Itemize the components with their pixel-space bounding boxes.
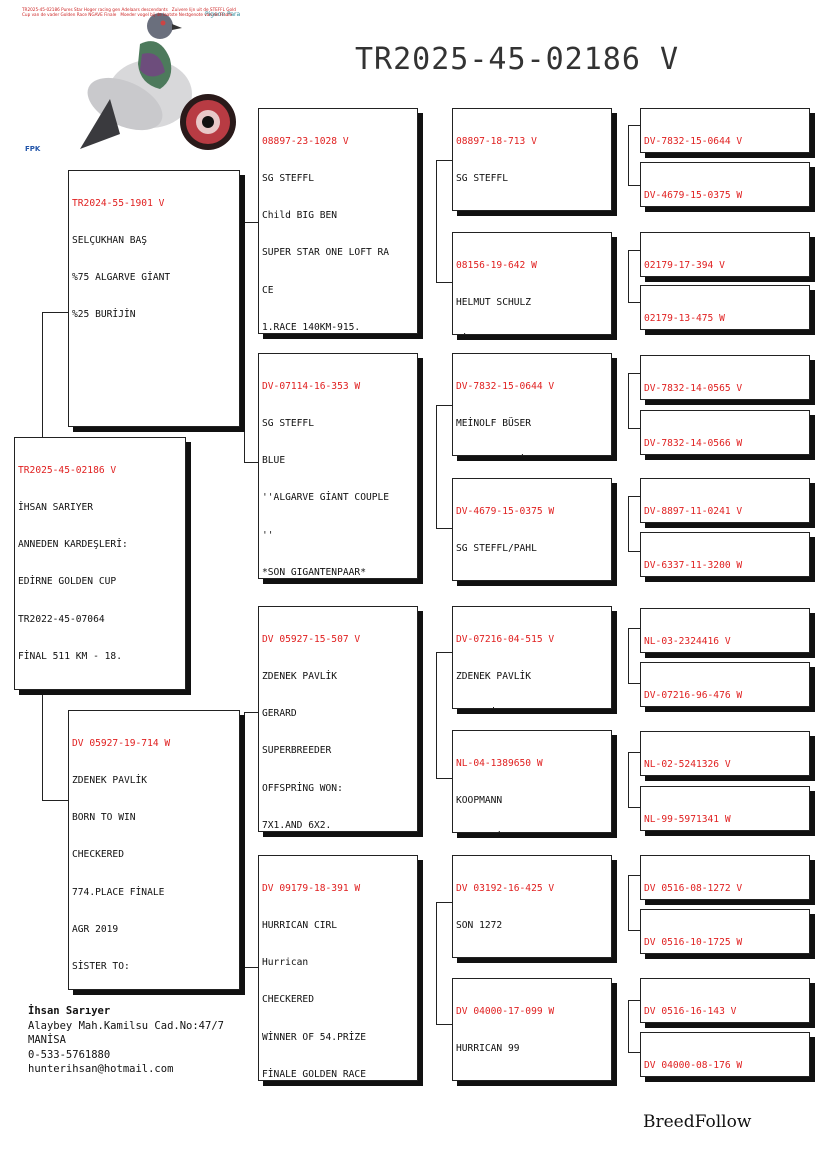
ring-number: DV 05927-15-507 V — [262, 633, 361, 645]
pedigree-ancestor[interactable] — [640, 731, 810, 776]
connector — [436, 405, 452, 406]
ring-number: DV 04000-08-176 W — [644, 1059, 743, 1071]
ring-number: DV-4679-15-0375 W — [644, 189, 743, 201]
pedigree-text-line: 7X1.AND 6X2. — [262, 819, 332, 831]
owner-contact — [28, 1004, 224, 1077]
pedigree-text-line: 774.PLACE FİNALE — [72, 886, 165, 898]
ring-number: 02179-13-475 W — [644, 312, 725, 324]
pedigree-text-line: GERARD — [262, 708, 297, 720]
pedigree-text-line: SG STEFFL — [262, 418, 314, 430]
ring-number: DV 03192-16-425 V — [456, 882, 555, 894]
connector — [628, 428, 640, 429]
connector — [244, 712, 258, 713]
pedigree-text-line: CHECKERED — [262, 994, 314, 1006]
pedigree-text-line: Zuivere lijn uit de STEFFL — [171, 7, 225, 12]
pedigree-text-line: SUPER STAR ONE LOFT RA — [262, 247, 390, 259]
pedigree-ancestor[interactable] — [640, 478, 810, 523]
pedigree-text-line: MEİNOLF BÜSER — [456, 418, 532, 430]
pedigree-text-line — [456, 455, 608, 456]
pedigree-subject[interactable] — [14, 437, 186, 690]
pedigree-ancestor[interactable] — [640, 608, 810, 653]
connector — [628, 551, 640, 552]
ring-number: DV 05927-19-714 W — [72, 737, 171, 749]
pedigree-ancestor[interactable] — [640, 662, 810, 707]
pedigree-text-line: HURRICAN 99 — [456, 1043, 520, 1055]
pedigree-grandparent[interactable] — [258, 855, 418, 1081]
pigeon-photo — [10, 4, 240, 154]
ring-number: DV 0516-10-1725 W — [644, 936, 743, 948]
connector — [628, 250, 629, 302]
pedigree-text-line: Adelaars descendants — [121, 7, 168, 12]
connector — [628, 875, 640, 876]
pedigree-text-line: SG STEFFL — [262, 173, 314, 185]
pedigree-great-grandparent[interactable] — [452, 606, 612, 709]
pedigree-text-line: ZDENEK PAVLİK — [262, 671, 338, 683]
pedigree-grandparent[interactable] — [258, 353, 418, 579]
photo-caption — [22, 7, 240, 17]
ring-number: DV 0516-16-143 V — [644, 1005, 737, 1017]
pedigree-text-line: '' — [262, 529, 274, 541]
pedigree-text-line: SON 1272 — [456, 920, 503, 932]
pedigree-text-line: BLUE — [262, 455, 286, 467]
pedigree-text-line: İHSAN SARIYER — [18, 502, 94, 514]
ring-number: DV-07114-16-353 W — [262, 380, 361, 392]
pedigree-ancestor[interactable] — [640, 978, 810, 1023]
pedigree-great-grandparent[interactable] — [452, 232, 612, 335]
connector — [628, 752, 640, 753]
connector — [628, 1000, 629, 1052]
connector — [628, 752, 629, 807]
owner-address: Alaybey Mah.Kamilsu Cad.No:47/7 — [28, 1019, 224, 1032]
pedigree-ancestor[interactable] — [640, 1032, 810, 1077]
pedigree-text-line — [456, 708, 608, 709]
connector — [628, 628, 629, 683]
pedigree-text-line: OFFSPRİNG WON: — [262, 782, 343, 794]
pedigree-text-line: SG STEFFL — [456, 173, 508, 185]
connector — [42, 312, 68, 313]
pedigree-ancestor[interactable] — [640, 786, 810, 831]
pedigree-text-line — [456, 580, 608, 581]
pedigree-text-line: %75 ALGARVE GİANT — [72, 272, 171, 284]
connector — [436, 652, 452, 653]
pedigree-great-grandparent[interactable] — [452, 478, 612, 581]
connector — [628, 1052, 640, 1053]
pedigree-father[interactable] — [68, 170, 240, 427]
connector — [628, 302, 640, 303]
pedigree-ancestor[interactable] — [640, 162, 810, 207]
ring-number: TR2024-55-1901 V — [72, 197, 165, 209]
ring-number: DV-7832-15-0644 V — [644, 135, 743, 147]
pedigree-great-grandparent[interactable] — [452, 108, 612, 211]
ring-number: NL-04-1389650 W — [456, 757, 543, 769]
connector — [244, 222, 245, 462]
connector — [628, 125, 629, 185]
pedigree-ancestor[interactable] — [640, 532, 810, 577]
pedigree-text-line: HELMUT SCHULZ — [456, 297, 532, 309]
pedigree-text-line: Golden Race NGAVE Finale — [60, 12, 117, 18]
pedigree-text-line: *SON GIGANTENPAAR* — [262, 566, 366, 578]
ring-number: 08156-19-642 W — [456, 259, 537, 271]
pedigree-text-line: HURRICAN CIRL — [262, 920, 338, 932]
pedigree-text-line: Hoger racing gen — [83, 7, 121, 12]
pedigree-text-line: CE — [262, 284, 274, 296]
pedigree-text-line: BORN TO WIN — [72, 812, 136, 824]
connector — [436, 528, 452, 529]
connector — [436, 652, 437, 778]
pedigree-text-line — [456, 334, 608, 335]
pedigree-text-line: WİNNER OF 54.PRİZE — [262, 1031, 366, 1043]
ring-number: DV 04000-17-099 W — [456, 1005, 555, 1017]
pedigree-grandparent[interactable] — [258, 108, 418, 334]
pedigree-text-line: ZDENEK PAVLİK — [72, 775, 148, 787]
connector — [628, 373, 629, 428]
connector — [436, 902, 452, 903]
connector — [628, 125, 640, 126]
ring-number: DV-8897-11-0241 V — [644, 505, 743, 517]
pedigree-text-line: KOOPMANN — [456, 795, 503, 807]
connector — [628, 930, 640, 931]
connector — [42, 800, 68, 801]
connector — [436, 1024, 452, 1025]
connector — [42, 690, 43, 800]
owner-phone: 0-533-5761880 — [28, 1048, 111, 1061]
pedigree-great-grandparent[interactable] — [452, 978, 612, 1081]
connector — [436, 160, 437, 282]
pedigree-text-line: SELÇUKHAN BAŞ — [72, 235, 148, 247]
pedigree-text-line: AGR 2019 — [72, 923, 119, 935]
connector — [628, 683, 640, 684]
pedigree-ancestor[interactable] — [640, 232, 810, 277]
pedigree-text-line: Nestgenote van de Finale — [178, 12, 233, 18]
connector — [628, 250, 640, 251]
ring-number: 08897-18-713 V — [456, 135, 537, 147]
ring-number: 08897-23-1028 V — [262, 135, 349, 147]
connector — [628, 496, 629, 551]
connector — [436, 778, 452, 779]
ring-number: DV-6337-11-3200 W — [644, 559, 743, 571]
connector — [244, 462, 258, 463]
connector — [42, 312, 43, 437]
ring-number: NL-99-5971341 W — [644, 813, 731, 825]
pedigree-ancestor[interactable] — [640, 285, 810, 330]
pedigree-text-line: FİNAL 511 KM - 18. — [18, 650, 122, 662]
pedigree-text-line: 1.RACE 140KM-915. — [262, 321, 361, 333]
pedigree-text-line — [118, 12, 119, 17]
connector — [244, 712, 245, 967]
connector — [436, 405, 437, 528]
pedigree-ancestor[interactable] — [640, 855, 810, 900]
pedigree-text-line — [456, 832, 608, 833]
pedigree-text-line: Pures Star — [61, 7, 83, 12]
ring-number: DV-7832-15-0644 V — [456, 380, 555, 392]
pedigree-text-line: SUPERBREEDER — [262, 745, 332, 757]
pedigree-text-line: Moeder vogel bij de laatste — [120, 12, 178, 18]
ring-number: DV 09179-18-391 W — [262, 882, 361, 894]
connector — [436, 902, 437, 1024]
pedigree-text-line: SG STEFFL/PAHL — [456, 543, 537, 555]
ring-number: TR2025-45-02186 V — [18, 464, 117, 476]
pedigree-text-line — [18, 688, 182, 690]
connector — [244, 222, 258, 223]
connector — [436, 160, 452, 161]
pedigree-text-line: Hurrican — [262, 957, 309, 969]
pedigree-mother[interactable] — [68, 710, 240, 990]
pedigree-ancestor[interactable] — [640, 108, 810, 153]
pedigree-text-line: CHECKERED — [72, 849, 124, 861]
pedigree-text-line: ''ALGARVE GİANT COUPLE — [262, 492, 390, 504]
pedigree-text-line: EDİRNE GOLDEN CUP — [18, 576, 117, 588]
ring-number: DV-4679-15-0375 W — [456, 505, 555, 517]
pedigree-ancestor[interactable] — [640, 355, 810, 400]
pedigree-ancestor[interactable] — [640, 909, 810, 954]
connector — [628, 373, 640, 374]
ring-number: DV-7832-14-0565 V — [644, 382, 743, 394]
pedigree-text-line: FİNALE GOLDEN RACE — [262, 1068, 366, 1080]
pedigree-text-line — [456, 957, 608, 958]
connector — [628, 185, 640, 186]
brand-logo: BreedFollow — [643, 1112, 752, 1132]
pedigree-text-line: SİSTER TO: — [72, 961, 130, 973]
pedigree-great-grandparent[interactable] — [452, 353, 612, 456]
pedigree-text-line: TR2022-45-07064 — [18, 613, 105, 625]
pedigree-text-line: Gold Cup van de vader — [22, 7, 236, 18]
ring-number: DV-07216-96-476 W — [644, 689, 743, 701]
pedigree-text-line: ANNEDEN KARDEŞLERİ: — [18, 539, 128, 551]
ring-number: 02179-17-394 V — [644, 259, 725, 271]
owner-name: İhsan Sarıyer — [28, 1005, 111, 1017]
connector — [436, 282, 452, 283]
pedigree-text-line: ZDENEK PAVLİK — [456, 671, 532, 683]
logo-text: Pigeon Para — [205, 11, 240, 18]
owner-email[interactable]: hunterihsan@hotmail.com — [28, 1063, 174, 1075]
connector — [628, 1000, 640, 1001]
connector — [628, 807, 640, 808]
connector — [628, 628, 640, 629]
ring-number: NL-03-2324416 V — [644, 635, 731, 647]
connector — [244, 967, 258, 968]
pedigree-great-grandparent[interactable] — [452, 855, 612, 958]
fpk-logo: FPK — [25, 145, 41, 153]
connector — [628, 496, 640, 497]
pigeon-illustration — [10, 4, 240, 154]
pedigree-grandparent[interactable] — [258, 606, 418, 832]
pedigree-text-line: Child BIG BEN — [262, 210, 338, 222]
connector — [628, 875, 629, 930]
page-title: TR2025-45-02186 V — [355, 42, 680, 77]
ring-number: DV-7832-14-0566 W — [644, 437, 743, 449]
pedigree-text-line — [456, 210, 608, 211]
pedigree-text-line — [456, 1080, 608, 1081]
ring-number: DV-07216-04-515 V — [456, 633, 555, 645]
pedigree-text-line: TR2025-45-02186 — [22, 7, 60, 12]
pedigree-text-line: %25 BURİJİN — [72, 309, 136, 321]
pedigree-great-grandparent[interactable] — [452, 730, 612, 833]
pedigree-ancestor[interactable] — [640, 410, 810, 455]
ring-number: NL-02-5241326 V — [644, 758, 731, 770]
ring-number: DV 0516-08-1272 V — [644, 882, 743, 894]
owner-city: MANİSA — [28, 1034, 66, 1046]
